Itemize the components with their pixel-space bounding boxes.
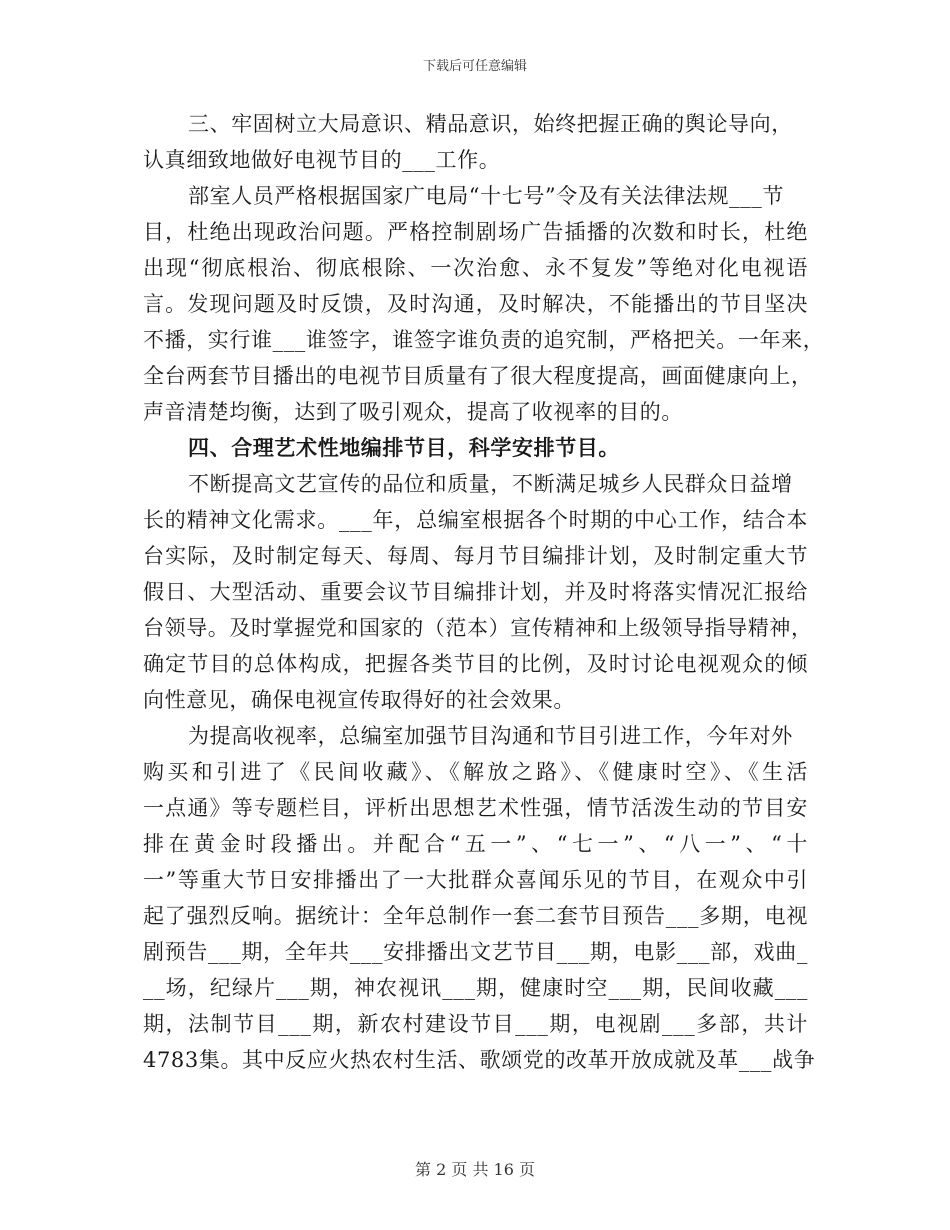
page-header: 下载后可任意编辑: [422, 59, 527, 74]
text-line: 起了强烈反响。据统计：全年总制作一套二套节目预告___多期，电视: [143, 904, 808, 928]
text-line: 不播，实行谁___谁签字，谁签字谁负责的追究制，严格把关。一年来，: [143, 328, 825, 352]
text-line: 4783集。其中反应火热农村生活、歌颂党的改革开放成就及革___战争: [143, 1048, 816, 1072]
text-line: 目，杜绝出现政治问题。严格控制剧场广告插播的次数和时长，杜绝: [143, 220, 808, 244]
text-line: 一”等重大节日安排播出了一大批群众喜闻乐见的节目，在观众中引: [143, 868, 808, 892]
text-line: 剧预告___期，全年共___安排播出文艺节目___期，电影___部，戏曲_: [143, 940, 808, 964]
text-line: 台领导。及时掌握党和国家的（范本）宣传精神和上级领导指导精神，: [143, 616, 813, 640]
text-line: 台实际，及时制定每天、每周、每月节目编排计划，及时制定重大节: [143, 544, 808, 568]
text-line: 确定节目的总体构成，把握各类节目的比例，及时讨论电视观众的倾: [143, 652, 808, 676]
text-line: 部室人员严格根据国家广电局“十七号”令及有关法律法规___节: [188, 184, 784, 208]
text-line: 全台两套节目播出的电视节目质量有了很大程度提高，画面健康向上，: [143, 364, 813, 388]
text-line: 购买和引进了《民间收藏》、《解放之路》、《健康时空》、《生活: [143, 760, 808, 784]
text-line: 排在黄金时段播出。并配合“五一”、“七一”、“八一”、“十: [143, 832, 808, 856]
text-line: 三、牢固树立大局意识、精品意识，始终把握正确的舆论导向，: [188, 112, 793, 136]
text-line: 期，法制节目___期，新农村建设节目___期，电视剧___多部，共计: [143, 1012, 808, 1036]
document-body: [143, 106, 825, 1078]
text-line: 声音清楚均衡，达到了吸引观众，提高了收视率的目的。: [143, 400, 683, 424]
text-line: 认真细致地做好电视节目的___工作。: [143, 148, 501, 172]
text-line: 出现“彻底根治、彻底根除、一次治愈、永不复发”等绝对化电视语: [143, 256, 808, 280]
text-line: 向性意见，确保电视宣传取得好的社会效果。: [143, 688, 575, 712]
text-line: __场，纪绿片___期，神农视讯___期，健康时空___期，民间收藏___: [143, 976, 808, 1000]
text-line: 为提高收视率，总编室加强节目沟通和节目引进工作，今年对外: [188, 724, 793, 748]
text-line: 长的精神文化需求。___年，总编室根据各个时期的中心工作，结合本: [143, 508, 808, 532]
text-line: 假日、大型活动、重要会议节目编排计划，并及时将落实情况汇报给: [143, 580, 808, 604]
text-line: 言。发现问题及时反馈，及时沟通，及时解决，不能播出的节目坚决: [143, 292, 808, 316]
text-line: 一点通》等专题栏目，评析出思想艺术性强，情节活泼生动的节目安: [143, 796, 808, 820]
section-heading: 四、合理艺术性地编排节目，科学安排节目。: [188, 435, 620, 460]
page-footer: 第 2 页 共 16 页: [415, 1160, 535, 1179]
text-line: 不断提高文艺宣传的品位和质量，不断满足城乡人民群众日益增: [188, 472, 793, 496]
